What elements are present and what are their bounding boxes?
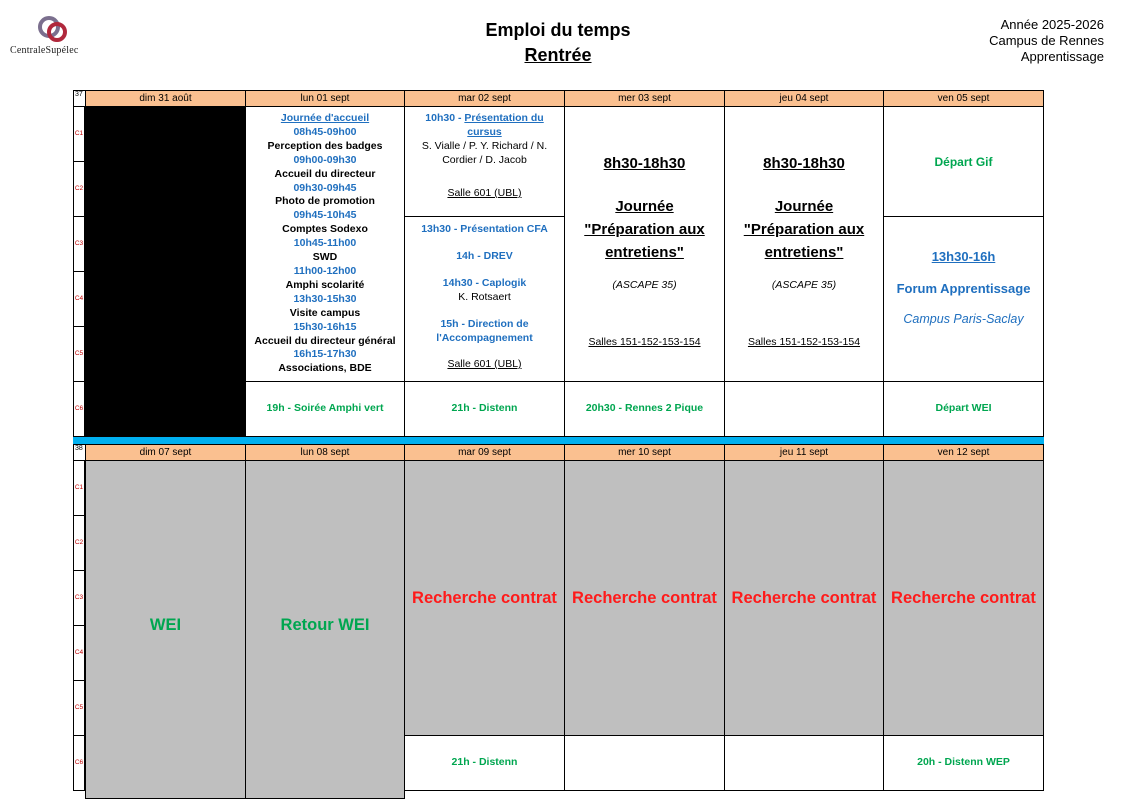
empty-cell — [724, 735, 884, 791]
day-header: mer 03 sept — [564, 90, 725, 107]
day-header: lun 01 sept — [245, 90, 405, 107]
forum-place: Campus Paris-Saclay — [903, 312, 1024, 326]
slot-label: C5 — [73, 680, 85, 736]
course-presentation-cell — [404, 106, 565, 217]
day-header: jeu 04 sept — [724, 90, 884, 107]
evening-event: 19h - Soirée Amphi vert — [245, 381, 405, 437]
day-header: mar 09 sept — [404, 444, 565, 461]
day-header: jeu 11 sept — [724, 444, 884, 461]
prep-rooms: Salles 151-152-153-154 — [588, 335, 701, 348]
day-header: ven 05 sept — [883, 90, 1044, 107]
wei-return-event: Retour WEI — [245, 460, 405, 799]
forum-cell — [883, 216, 1044, 382]
slot-label: C1 — [73, 460, 85, 516]
contract-search-event: Recherche contrat — [404, 460, 565, 736]
presentation-speakers: S. Vialle / P. Y. Richard / N. Cordier / D. Jacob — [421, 140, 548, 166]
week-number: 37 — [73, 90, 86, 107]
slot-label: C3 — [73, 216, 85, 272]
agenda-time: 09h00-09h30 — [293, 153, 357, 166]
presentation-title: Présentation du cursus — [464, 112, 544, 138]
prep-title: Journée "Préparation aux entretiens" — [584, 198, 705, 261]
agenda-item: Associations, BDE — [278, 362, 372, 375]
week-separator — [73, 437, 1044, 444]
campus-name: Campus de Rennes — [989, 33, 1104, 48]
document-meta — [989, 17, 1104, 65]
welcome-day-cell — [245, 106, 405, 382]
agenda-item: Perception des badges — [267, 139, 383, 152]
slot-label: C3 — [73, 570, 85, 626]
prep-time: 8h30-18h30 — [603, 155, 686, 172]
day-header: dim 07 sept — [85, 444, 246, 461]
timetable-grid — [73, 90, 1044, 799]
agenda-item: Amphi scolarité — [285, 278, 365, 291]
prep-title: Journée "Préparation aux entretiens" — [743, 198, 865, 261]
agenda-time: 09h30-09h45 — [293, 181, 357, 194]
slot-label: C4 — [73, 625, 85, 681]
agenda-item: Comptes Sodexo — [282, 223, 368, 236]
slot-label: C6 — [73, 735, 85, 791]
prep-organizer: (ASCAPE 35) — [612, 279, 677, 291]
page-title: Emploi du temps — [485, 20, 631, 40]
agenda-time: 09h45-10h45 — [293, 209, 357, 222]
slot-label: C2 — [73, 515, 85, 571]
empty-cell — [724, 381, 884, 437]
evening-event: 21h - Distenn — [404, 735, 565, 791]
agenda-time: 08h45-09h00 — [293, 125, 357, 138]
subtitle-text: Rentrée — [524, 45, 592, 65]
week-number: 38 — [73, 444, 86, 461]
agenda-item: Visite campus — [289, 306, 361, 319]
slot-label: C1 — [73, 106, 85, 162]
logo-text: CentraleSupélec — [10, 45, 79, 56]
departure-event: Départ Gif — [883, 106, 1044, 217]
session-cfa: 13h30 - Présentation CFA — [421, 223, 548, 235]
wei-event: WEI — [85, 460, 246, 799]
interview-prep-cell — [564, 106, 725, 382]
room-label: Salle 601 (UBL) — [447, 358, 522, 370]
evening-event: 21h - Distenn — [404, 381, 565, 437]
presentation-time: 10h30 - — [425, 112, 465, 124]
day-header: ven 12 sept — [883, 444, 1044, 461]
day-header: dim 31 août — [85, 90, 246, 107]
prep-organizer: (ASCAPE 35) — [771, 279, 837, 291]
presentation-heading — [420, 112, 550, 139]
room-label: Salle 601 (UBL) — [447, 187, 522, 199]
contract-search-event: Recherche contrat — [564, 460, 725, 736]
evening-event: Départ WEI — [883, 381, 1044, 437]
agenda-item: Accueil du directeur — [274, 167, 376, 180]
agenda-title: Journée d'accueil — [280, 112, 370, 124]
agenda-time: 11h00-12h00 — [293, 264, 357, 277]
logo-mark-icon — [36, 14, 70, 44]
forum-title: Forum Apprentissage — [896, 281, 1031, 296]
slot-label: C4 — [73, 271, 85, 327]
agenda-time: 15h30-16h15 — [293, 320, 357, 333]
interview-prep-cell — [724, 106, 884, 382]
prep-rooms: Salles 151-152-153-154 — [747, 335, 861, 348]
agenda-item: SWD — [312, 251, 338, 264]
evening-event: 20h30 - Rennes 2 Pique — [564, 381, 725, 437]
slot-label: C5 — [73, 326, 85, 382]
slot-label: C2 — [73, 161, 85, 217]
afternoon-sessions-cell — [404, 216, 565, 382]
day-header: lun 08 sept — [245, 444, 405, 461]
session-drev: 14h - DREV — [456, 249, 513, 262]
page-subtitle — [408, 43, 708, 67]
contract-search-event: Recherche contrat — [883, 460, 1044, 736]
forum-time: 13h30-16h — [931, 249, 996, 264]
prep-time: 8h30-18h30 — [763, 155, 845, 172]
slot-label: C6 — [73, 381, 85, 437]
school-year: Année 2025-2026 — [1000, 17, 1104, 32]
agenda-item: Photo de promotion — [275, 195, 375, 208]
empty-cell — [564, 735, 725, 791]
program-name: Apprentissage — [1020, 49, 1104, 64]
session-caplogik: 14h30 - Caplogik — [442, 277, 527, 289]
session-direction: 15h - Direction de l'Accompagnement — [436, 318, 533, 344]
session-speaker: K. Rotsaert — [458, 290, 511, 303]
contract-search-event: Recherche contrat — [724, 460, 884, 736]
blocked-day-cell — [85, 106, 246, 437]
day-header: mer 10 sept — [564, 444, 725, 461]
agenda-time: 13h30-15h30 — [293, 292, 357, 305]
centralesupelec-logo — [10, 14, 100, 60]
day-header: mar 02 sept — [404, 90, 565, 107]
agenda-item: Accueil du directeur général — [254, 334, 396, 347]
agenda-time: 10h45-11h00 — [293, 237, 357, 250]
agenda-time: 16h15-17h30 — [293, 348, 357, 361]
evening-event: 20h - Distenn WEP — [883, 735, 1044, 791]
